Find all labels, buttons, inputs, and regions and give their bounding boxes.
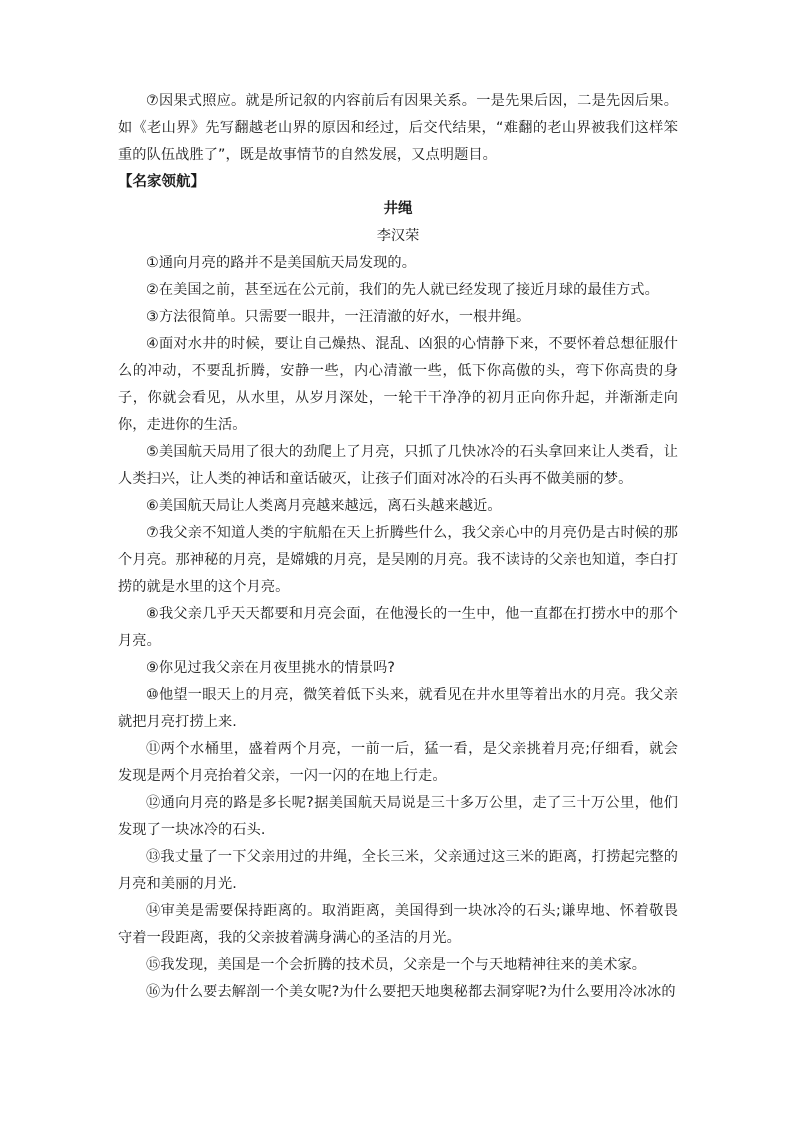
paragraph-1: ①通向月亮的路并不是美国航天局发现的。 bbox=[146, 255, 416, 271]
paragraph-10: ⑩他望一眼天上的月亮，微笑着低下头来，就看见在井水里等着出水的月亮。我父亲就把月亮打捞上来. bbox=[118, 687, 678, 730]
intro-paragraph: ⑦因果式照应。就是所记叙的内容前后有因果关系。一是先果后因，二是先因后果。如《老山界》先写翻越老山界的原因和经过，后交代结果，“难翻的老山界被我们这样笨重的队伍战胜了”，既是故事情节的自然发展，又点明题目。 bbox=[118, 93, 678, 163]
paragraph-14: ⑭审美是需要保持距离的。取消距离，美国得到一块冰冷的石头;谦卑地、怀着敬畏守着一段距离，我的父亲披着满身满心的圣洁的月光。 bbox=[118, 903, 678, 946]
paragraph-11: ⑪两个水桶里，盛着两个月亮，一前一后，猛一看，是父亲挑着月亮;仔细看，就会发现是两个月亮抬着父亲，一闪一闪的在地上行走。 bbox=[118, 741, 678, 784]
paragraph-5: ⑤美国航天局用了很大的劲爬上了月亮，只抓了几快冰冷的石头拿回来让人类看，让人类扫兴，让人类的神话和童话破灭，让孩子们面对冰冷的石头再不做美丽的梦。 bbox=[118, 444, 678, 487]
paragraph-2: ②在美国之前，甚至远在公元前，我们的先人就已经发现了接近月球的最佳方式。 bbox=[146, 282, 659, 298]
paragraph-15: ⑮我发现，美国是一个会折腾的技术员，父亲是一个与天地精神往来的美术家。 bbox=[146, 957, 647, 973]
paragraph-6: ⑥美国航天局让人类离月亮越来越远，离石头越来越近。 bbox=[146, 498, 502, 514]
paragraph-16: ⑯为什么要去解剖一个美女呢?为什么要把天地奥秘都去洞穿呢?为什么要用冷冰冰的 bbox=[146, 984, 676, 1000]
paragraph-12: ⑫通向月亮的路是多长呢?据美国航天局说是三十多万公里，走了三十万公里，他们发现了一块冰冷的石头. bbox=[118, 795, 678, 838]
article-author: 李汉荣 bbox=[376, 228, 420, 244]
paragraph-7: ⑦我父亲不知道人类的宇航船在天上折腾些什么，我父亲心中的月亮仍是古时候的那个月亮。那神秘的月亮，是嫦娥的月亮，是吴刚的月亮。我不读诗的父亲也知道，李白打捞的就是水里的这个月亮。 bbox=[118, 525, 678, 595]
section-heading: 【名家领航】 bbox=[118, 174, 205, 190]
paragraph-3: ③方法很简单。只需要一眼井，一汪清澈的好水，一根井绳。 bbox=[146, 309, 531, 325]
paragraph-4: ④面对水井的时候，要让自己燥热、混乱、凶狠的心情静下来，不要怀着总想征服什么的冲动，不要乱折腾，安静一些，内心清澈一些，低下你高傲的头，弯下你高贵的身子，你就会看见，从水里，从岁月深处，一轮干干净净的初月正向你升起，并渐渐走向你，走进你的生活。 bbox=[118, 336, 678, 433]
document-page bbox=[118, 88, 678, 1006]
paragraph-8: ⑧我父亲几乎天天都要和月亮会面，在他漫长的一生中，他一直都在打捞水中的那个月亮。 bbox=[118, 606, 678, 649]
paragraph-13: ⑬我丈量了一下父亲用过的井绳，全长三米，父亲通过这三米的距离，打捞起完整的月亮和美丽的月光. bbox=[118, 849, 678, 892]
article-title: 井绳 bbox=[383, 201, 413, 217]
paragraph-9: ⑨你见过我父亲在月夜里挑水的情景吗? bbox=[146, 660, 396, 676]
